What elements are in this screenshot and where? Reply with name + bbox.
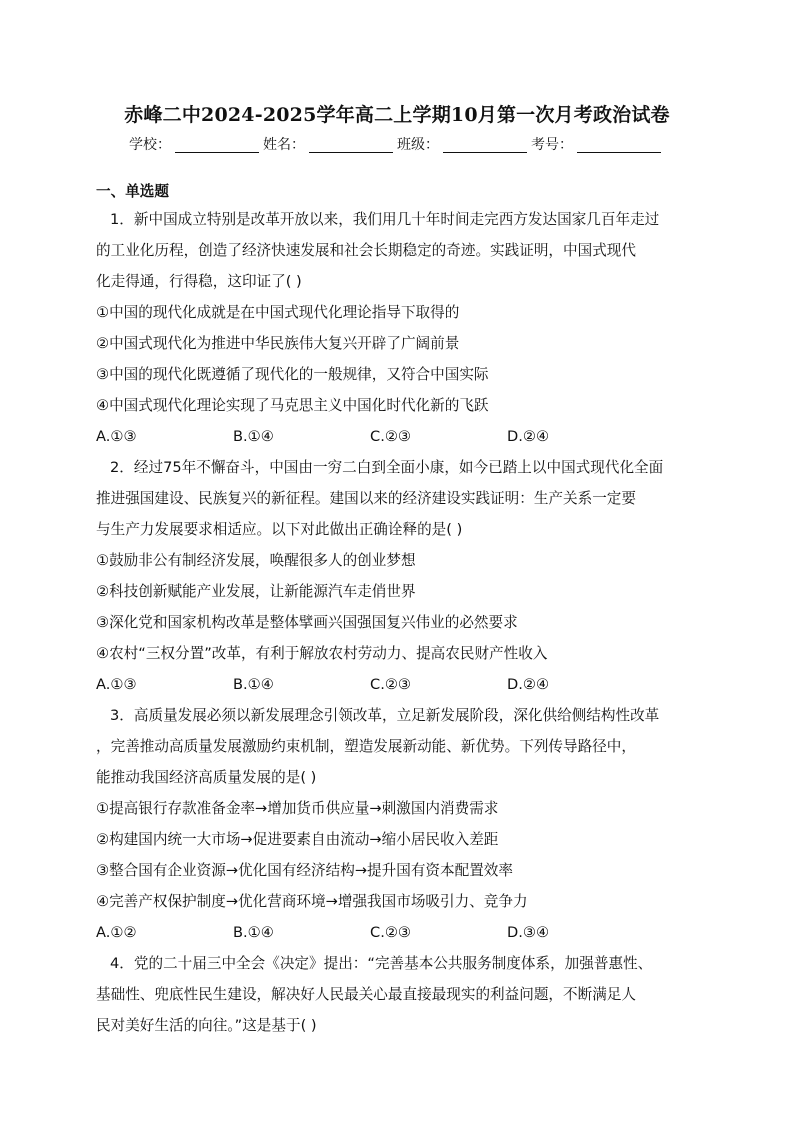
statement-option: ④中国式现代化理论实现了马克思主义中国化时代化新的飞跃 — [96, 397, 489, 414]
question-text-line: 3．高质量发展必须以新发展理念引领改革，立足新发展阶段，深化供给侧结构性改革 — [110, 707, 660, 724]
choice-b[interactable]: B.①④ — [233, 924, 274, 941]
choice-d[interactable]: D.②④ — [507, 428, 550, 445]
statement-option: ④完善产权保护制度→优化营商环境→增强我国市场吸引力、竞争力 — [96, 893, 528, 910]
question-text-line: 民对美好生活的向往。”这是基于( ) — [96, 1017, 317, 1034]
choice-c[interactable]: C.②③ — [370, 428, 411, 445]
question-text-line: 4．党的二十届三中全会《决定》提出：“完善基本公共服务制度体系，加强普惠性、 — [110, 955, 653, 972]
id-label: 考号： — [531, 137, 573, 153]
answer-choices — [96, 421, 700, 452]
question-2 — [96, 452, 700, 700]
name-blank[interactable] — [309, 136, 393, 153]
choice-d[interactable]: D.③④ — [507, 924, 550, 941]
student-info-row — [0, 134, 794, 156]
name-label: 姓名： — [263, 137, 305, 153]
choice-a[interactable]: A.①③ — [96, 428, 137, 445]
choice-c[interactable]: C.②③ — [370, 924, 411, 941]
question-1 — [96, 204, 700, 452]
statement-option: ③整合国有企业资源→优化国有经济结构→提升国有资本配置效率 — [96, 862, 513, 879]
question-text-line: 能推动我国经济高质量发展的是( ) — [96, 769, 317, 786]
question-3 — [96, 700, 700, 948]
statement-option: ④农村“三权分置”改革，有利于解放农村劳动力、提高农民财产性收入 — [96, 645, 548, 662]
statement-option: ③深化党和国家机构改革是整体擘画兴国强国复兴伟业的必然要求 — [96, 614, 518, 631]
question-text-line: 推进强国建设、民族复兴的新征程。建国以来的经济建设实践证明：生产关系一定要 — [96, 490, 636, 507]
answer-choices — [96, 917, 700, 948]
school-label: 学校： — [129, 137, 171, 153]
question-4 — [96, 948, 700, 1041]
class-label: 班级： — [397, 137, 439, 153]
statement-option: ②中国式现代化为推进中华民族伟大复兴开辟了广阔前景 — [96, 335, 460, 352]
statement-option: ①中国的现代化成就是在中国式现代化理论指导下取得的 — [96, 304, 460, 321]
statement-option: ②构建国内统一大市场→促进要素自由流动→缩小居民收入差距 — [96, 831, 499, 848]
name-field — [263, 134, 397, 156]
statement-option: ①鼓励非公有制经济发展，唤醒很多人的创业梦想 — [96, 552, 416, 569]
section-heading: 一、单选题 — [96, 183, 169, 200]
exam-title: 赤峰二中2024-2025学年高二上学期10月第一次月考政治试卷 — [124, 104, 670, 126]
question-text-line: 的工业化历程，创造了经济快速发展和社会长期稳定的奇迹。实践证明，中国式现代 — [96, 242, 636, 259]
question-text-line: 与生产力发展要求相适应。以下对此做出正确诠释的是( ) — [96, 521, 463, 538]
id-blank[interactable] — [577, 136, 661, 153]
question-text-line: 基础性、兜底性民生建设，解决好人民最关心最直接最现实的利益问题，不断满足人 — [96, 986, 636, 1003]
choice-c[interactable]: C.②③ — [370, 676, 411, 693]
answer-choices — [96, 669, 700, 700]
id-field — [531, 134, 665, 156]
choice-a[interactable]: A.①③ — [96, 676, 137, 693]
choice-d[interactable]: D.②④ — [507, 676, 550, 693]
question-content — [96, 179, 700, 1041]
question-text-line: 2．经过75年不懈奋斗，中国由一穷二白到全面小康，如今已踏上以中国式现代化全面 — [110, 459, 664, 476]
choice-b[interactable]: B.①④ — [233, 676, 274, 693]
choice-b[interactable]: B.①④ — [233, 428, 274, 445]
question-text-line: ，完善推动高质量发展激励约束机制，塑造发展新动能、新优势。下列传导路径中， — [96, 738, 636, 755]
question-text-line: 1．新中国成立特别是改革开放以来，我们用几十年时间走完西方发达国家几百年走过 — [110, 211, 660, 228]
question-text-line: 化走得通，行得稳，这印证了( ) — [96, 273, 302, 290]
statement-option: ③中国的现代化既遵循了现代化的一般规律，又符合中国实际 — [96, 366, 489, 383]
school-field — [129, 134, 263, 156]
choice-a[interactable]: A.①② — [96, 924, 137, 941]
class-blank[interactable] — [443, 136, 527, 153]
school-blank[interactable] — [175, 136, 259, 153]
statement-option: ①提高银行存款准备金率→增加货币供应量→刺激国内消费需求 — [96, 800, 499, 817]
statement-option: ②科技创新赋能产业发展，让新能源汽车走俏世界 — [96, 583, 416, 600]
class-field — [397, 134, 531, 156]
